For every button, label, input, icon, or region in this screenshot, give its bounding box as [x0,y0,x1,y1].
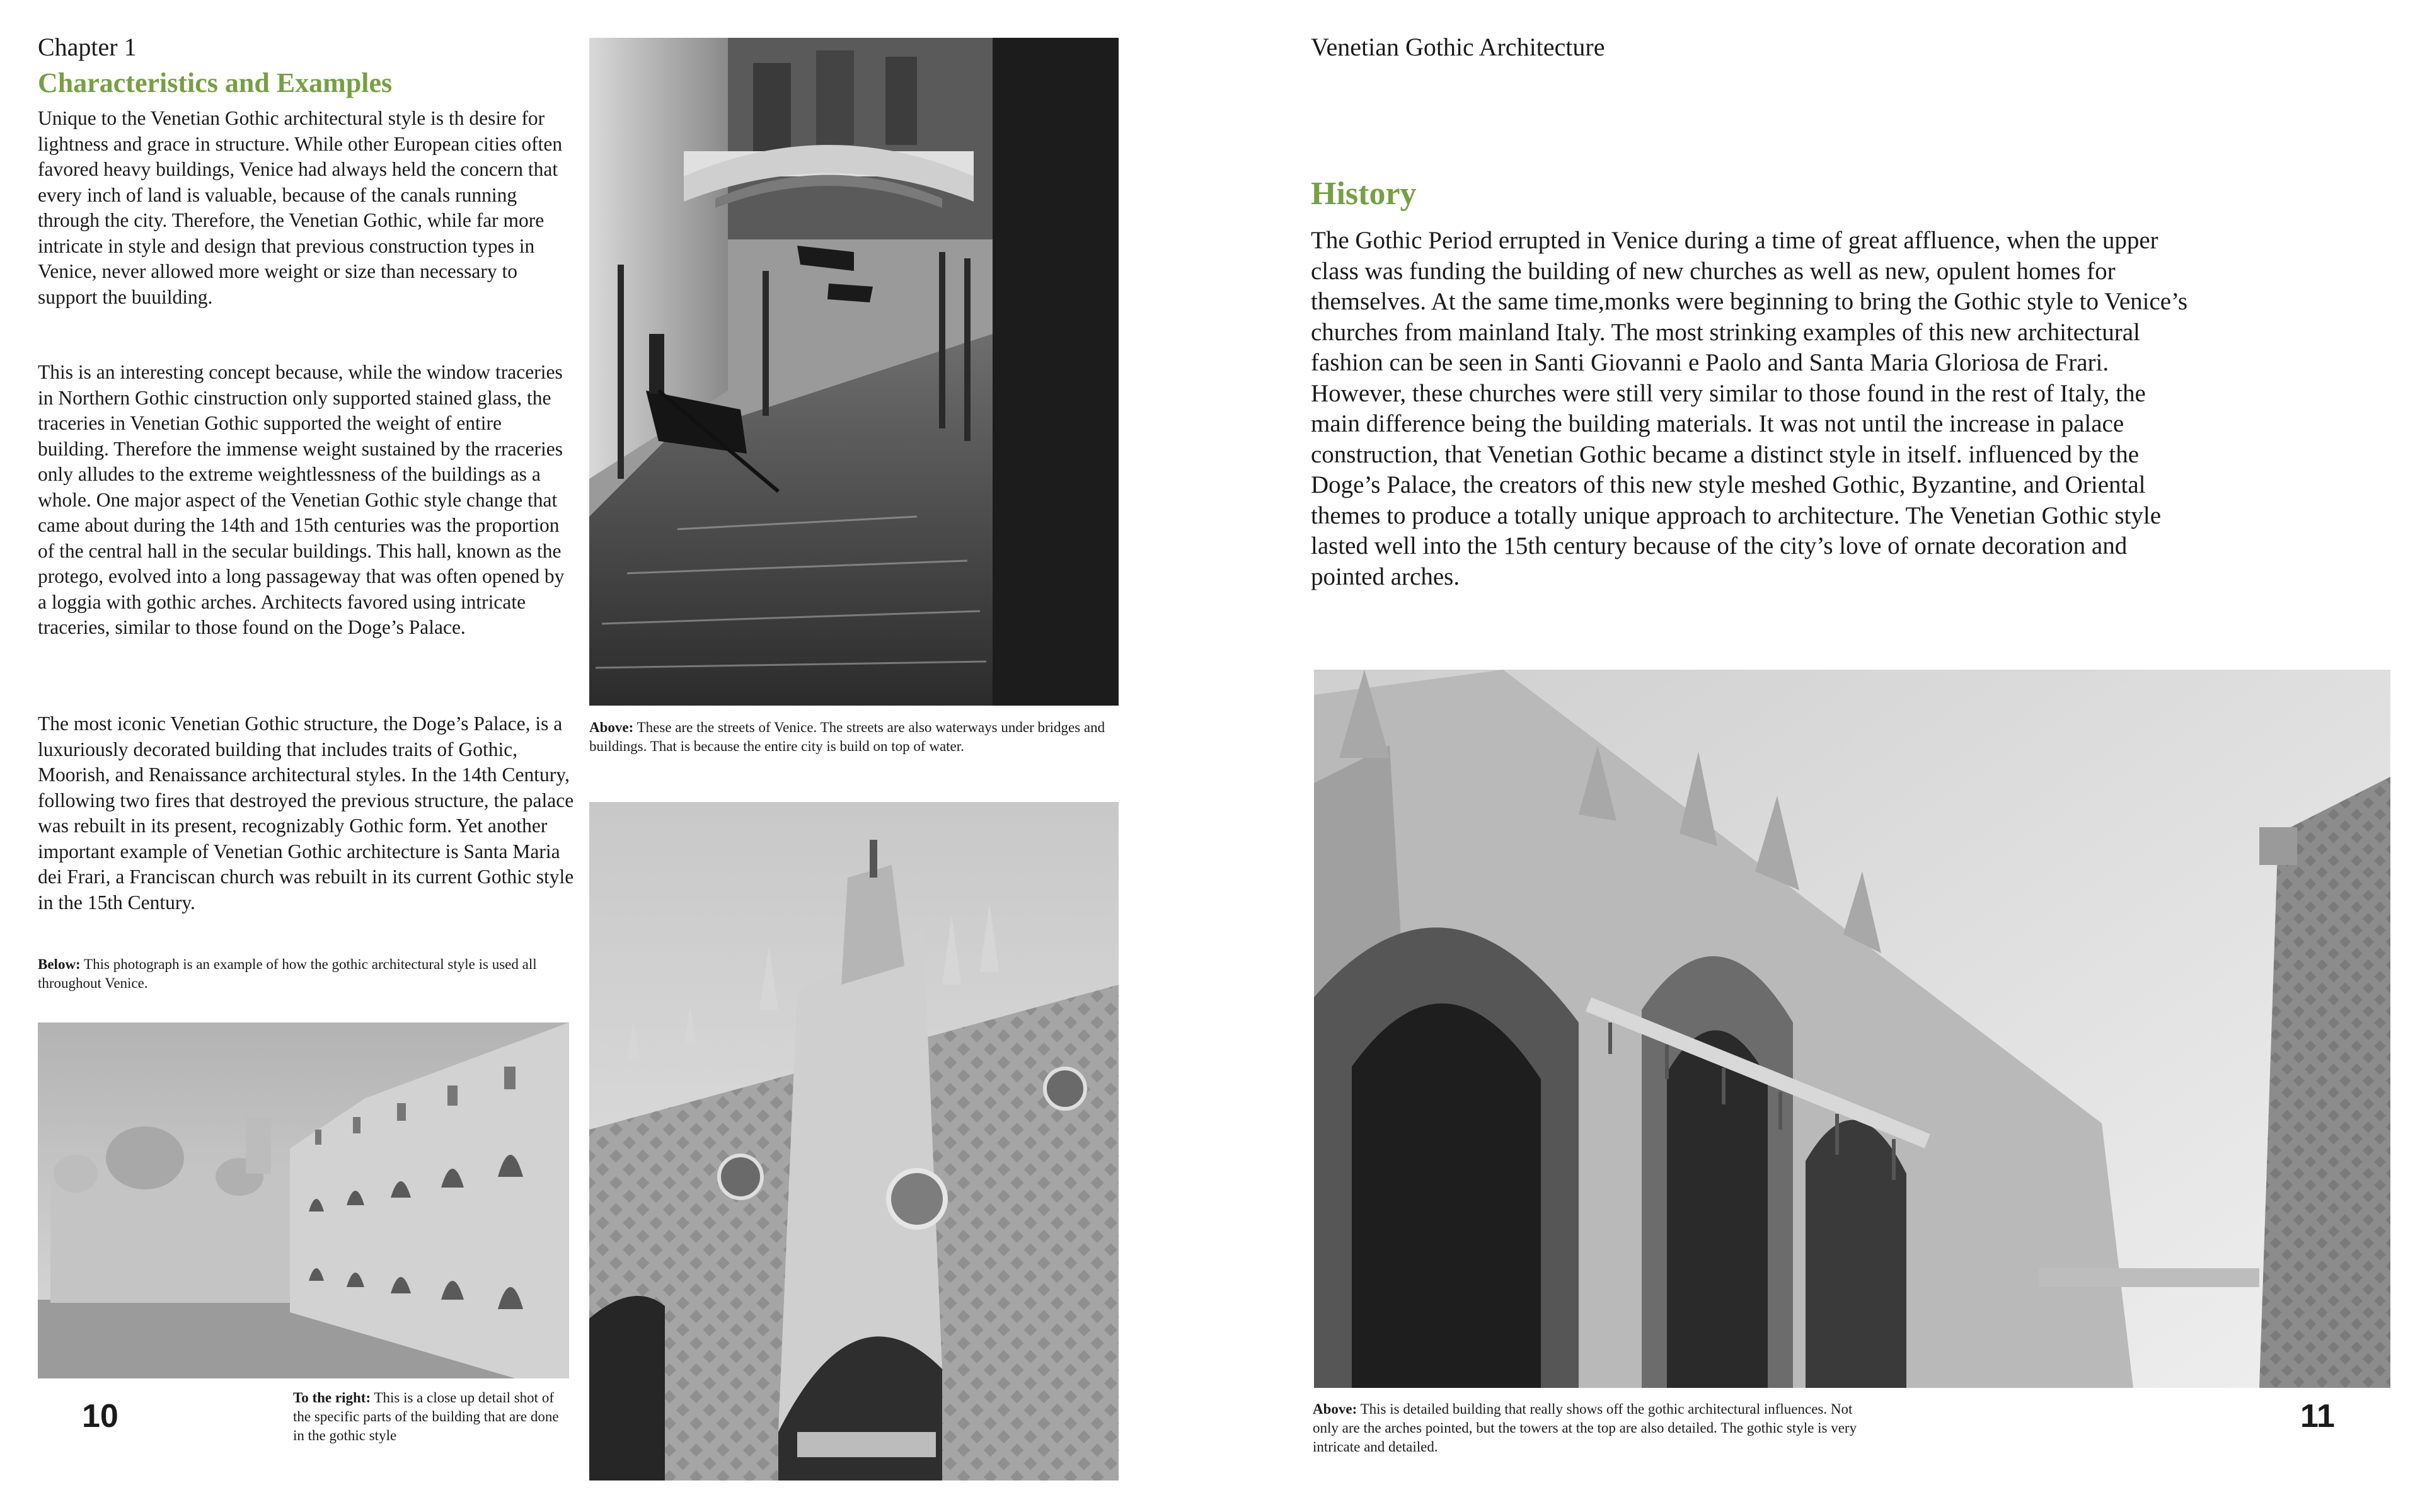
caption-right [293,1389,573,1445]
caption-text: These are the streets of Venice. The streets are also waterways under bridges and buildings. That is because the entire city is build on top of water. [589,719,1105,754]
caption-label: To the right: [293,1390,371,1406]
chapter-label: Chapter 1 [38,33,137,61]
body-paragraph-3: The most iconic Venetian Gothic structure, the Doge’s Palace, is a luxuriously decorated building that includes traits of Gothic, Moorish, and Renaissance architectural styles. In the 14th Century, following two fires that destroyed the previous structure, the palace was rebuilt in its present, recognizably Gothic form. Yet another important example of Venetian Gothic architecture is Santa Maria dei Frari, a Franciscan church was rebuilt in its current Gothic style in the 15th Century. [38,713,574,914]
running-title: Venetian Gothic Architecture [1311,33,1605,61]
caption-label: Above: [1313,1401,1357,1417]
caption-text: This photograph is an example of how the gothic architectural style is used all throughout Venice. [38,956,537,991]
doges-palace-facade-photo [589,802,1119,1480]
page-number-right: 11 [2300,1398,2335,1435]
body-paragraph-2: This is an interesting concept because, while the window traceries in Northern Gothic cinstruction only supported stained glass, the traceries in Venetian Gothic supported the weight of entire building. Therefore the immense weight sustained by the rraceries only alludes to the extreme weightlessness of the buildings as a whole. One major aspect of the Venetian Gothic style change that came about during the 14th and 15th centuries was the proportion of the central hall in the secular buildings. This hall, known as the protego, evolved into a long passageway that was often opened by a loggia with gothic arches. Architects favored using intricate traceries, similar to those found on the Doge’s Palace. [38,361,565,638]
body-paragraph-1: Unique to the Venetian Gothic architectural style is th desire for lightness and grace in structure. While other European cities often favored heavy buildings, Venice had always held the concern that every inch of land is valuable, because of the canals running through the city. Therefore, the Venetian Gothic, while far more intricate in style and design that previous construction types in Venice, never allowed more weight or size than necessary to support the buuilding. [38,107,563,308]
caption-text: This is detailed building that really shows off the gothic architectural influences. Not only are the arches pointed, but the towers at the top are also detailed. The gothic style is very intricate and detailed. [1313,1401,1857,1455]
caption-label: Below: [38,956,81,972]
courtyard-photo [38,1022,569,1378]
page-number-left: 10 [82,1398,118,1435]
caption-label: Above: [589,719,634,735]
caption-text: This is a close up detail shot of the specific parts of the building that are done in the gothic style [293,1390,559,1443]
section-heading: Characteristics and Examples [38,67,393,98]
history-heading: History [1311,176,1417,212]
caption-above-canal [589,718,1119,756]
canal-photo [589,38,1119,706]
caption-below [38,955,577,993]
basilica-photo [1314,670,2390,1388]
caption-above-basilica [1313,1400,1880,1457]
history-paragraph: The Gothic Period errupted in Venice during a time of great affluence, when the upper class was funding the building of new churches as well as new, opulent homes for themselves. At the same time,monks were beginning to bring the Gothic style to Venice’s churches from mainland Italy. The most strinking examples of this new architectural fashion can be seen in Santi Giovanni e Paolo and Santa Maria Gloriosa de Frari. However, these churches were still very similar to those found in the rest of Italy, the main difference being the building materials. It was not until the increase in palace construction, that Venetian Gothic became a distinct style in itself. influenced by the Doge’s Palace, the creators of this new style meshed Gothic, Byzantine, and Oriental themes to produce a totally unique approach to architecture. The Venetian Gothic style lasted well into the 15th century because of the city’s love of ornate decoration and pointed arches. [1311,227,2188,590]
